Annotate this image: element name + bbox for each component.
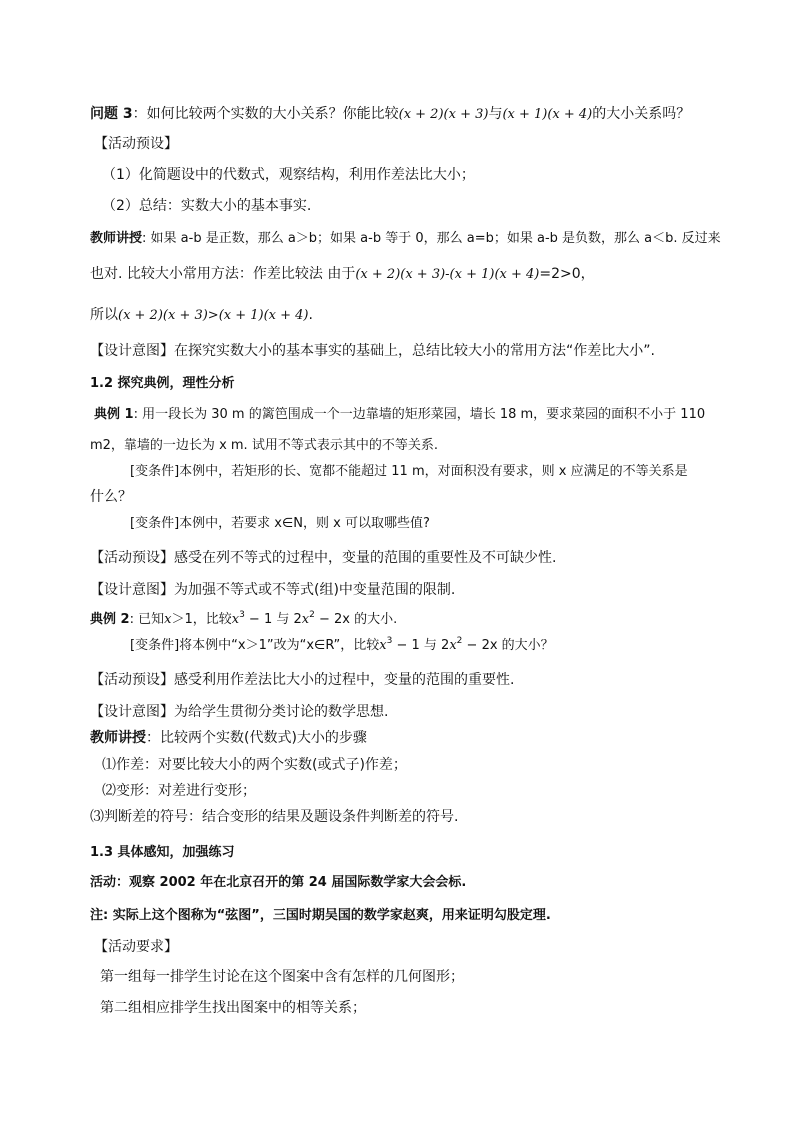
- design-intent-2: 【设计意图】为加强不等式或不等式(组)中变量范围的限制.: [90, 582, 456, 598]
- math-expr: (x + 1)(x + 4): [502, 107, 593, 122]
- activity-preset-2: 【活动预设】感受在列不等式的过程中，变量的范围的重要性及不可缺少性.: [90, 550, 557, 566]
- variant-1-line-2: 什么？: [90, 489, 132, 505]
- question-3: 问题 3：如何比较两个实数的大小关系？你能比较(x + 2)(x + 3)与(x + 1)(x + 4)的大小关系吗？: [90, 106, 691, 122]
- section-heading-1-2: 1.2 探究典例，理性分析: [90, 376, 235, 391]
- activity-requirements-heading: 【活动要求】: [94, 939, 178, 955]
- lecture-line-3: 所以(x + 2)(x + 3)>(x + 1)(x + 4).: [90, 307, 313, 323]
- design-intent-1: 【设计意图】在探究实数大小的基本事实的基础上，总结比较大小的常用方法“作差比大小”.: [90, 343, 655, 359]
- preset-item-2: （2）总结：实数大小的基本事实.: [102, 198, 312, 214]
- note-line: 注: 实际上这个图称为“弦图”，三国时期吴国的数学家赵爽，用来证明勾股定理.: [90, 908, 551, 923]
- lecture-label: 教师讲授: [90, 730, 146, 746]
- question-label: 问题 3: [90, 106, 133, 122]
- example-label: 典例 1: [94, 407, 134, 422]
- step-3: ⑶判断差的符号：结合变形的结果及题设条件判断差的符号.: [90, 809, 459, 825]
- variant-1-line-1: [变条件]本例中，若矩形的长、宽都不能超过 11 m，对面积没有要求，则 x 应满足的不等关系是: [130, 464, 688, 479]
- example-label: 典例 2: [90, 612, 130, 627]
- step-1: ⑴作差：对要比较大小的两个实数(或式子)作差；: [102, 757, 407, 773]
- math-expr: (x + 2)(x + 3)>(x + 1)(x + 4): [118, 308, 309, 323]
- example-2-variant: [变条件]将本例中“x＞1”改为“x∈R”，比较$x^3 - 1$ 与 $2x^2 - 2x$ 的大小？: [130, 636, 554, 653]
- step-2: ⑵变形：对差进行变形；: [102, 783, 256, 799]
- requirement-group-1: 第一组每一排学生讨论在这个图案中含有怎样的几何图形；: [100, 969, 464, 985]
- example-1-line-2: m2，靠墙的一边长为 x m. 试用不等式表示其中的不等关系.: [90, 438, 438, 453]
- math-expr: (x + 2)(x + 3): [398, 107, 489, 122]
- activity-line: 活动：观察 2002 年在北京召开的第 24 届国际数学家大会会标.: [90, 875, 467, 890]
- variant-2: [变条件]本例中，若要求 x∈N，则 x 可以取哪些值?: [130, 516, 430, 531]
- lecture-label: 教师讲授: [90, 231, 143, 246]
- preset-item-1: （1）化简题设中的代数式，观察结构，利用作差法比大小；: [102, 167, 475, 183]
- requirement-group-2: 第二组相应排学生找出图案中的相等关系；: [100, 1000, 366, 1016]
- activity-preset-3: 【活动预设】感受利用作差法比大小的过程中，变量的范围的重要性.: [90, 672, 515, 688]
- math-expr: (x + 2)(x + 3)-(x + 1)(x + 4): [355, 267, 540, 282]
- example-1-line-1: 典例 1: 用一段长为 30 m 的篱笆围成一个一边靠墙的矩形菜园，墙长 18 m，要求菜园的面积不小于 110: [94, 407, 706, 422]
- lecture-2-heading: 教师讲授：比较两个实数(代数式)大小的步骤: [90, 730, 367, 746]
- activity-preset-heading: 【活动预设】: [94, 136, 178, 152]
- lecture-line-2: 也对. 比较大小常用方法：作差比较法 由于(x + 2)(x + 3)-(x + 1)(x + 4)=2>0，: [90, 266, 595, 282]
- design-intent-3: 【设计意图】为给学生贯彻分类讨论的数学思想.: [90, 704, 389, 720]
- section-heading-1-3: 1.3 具体感知，加强练习: [90, 845, 235, 860]
- lecture-line-1: 教师讲授: 如果 a-b 是正数，那么 a＞b；如果 a-b 等于 0，那么 a=b；如果 a-b 是负数，那么 a＜b. 反过来: [90, 231, 721, 246]
- example-2: 典例 2: 已知x＞1，比较$x^3 - 1$ 与 $2x^2 - 2x$ 的大小.: [90, 610, 398, 627]
